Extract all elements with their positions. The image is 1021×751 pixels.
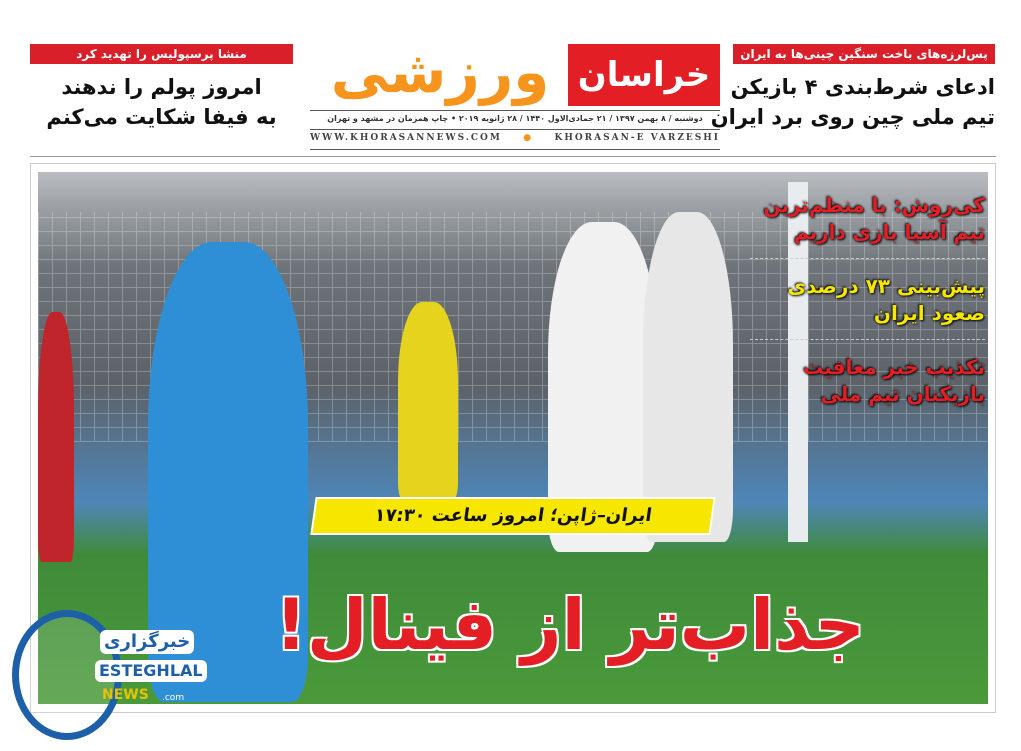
player-figure	[643, 212, 733, 542]
photo-headline-2-line-2: صعود ایران	[873, 301, 985, 325]
right-headline-line-1: ادعای شرط‌بندی ۴ بازیکن	[730, 75, 995, 99]
header-divider	[30, 156, 996, 157]
main-headline[interactable]: جذاب‌تر از فینال!	[274, 584, 865, 666]
watermark-news: NEWS	[102, 687, 149, 703]
left-headline-line-1: امروز پولم را ندهند	[61, 75, 262, 99]
player-figure	[38, 312, 74, 562]
divider	[310, 129, 720, 130]
photo-headline-3[interactable]	[750, 354, 985, 408]
left-kicker: منشا پرسپولیس را تهدید کرد	[30, 44, 293, 64]
photo-headline-3-line-1: تکذیب خبر معافیت	[803, 355, 985, 379]
match-time-banner: ایران–ژاپن؛ امروز ساعت ۱۷:۳۰	[310, 497, 715, 535]
name-latin: KHORASAN-E VARZESHI	[554, 133, 720, 143]
photo-headlines	[750, 192, 985, 408]
url-line	[310, 133, 720, 143]
photo-headline-2-line-1: پیش‌بینی ۷۳ درصدی	[787, 274, 985, 298]
logo-khorasan: خراسان	[568, 44, 720, 106]
logo-varzeshi: ورزشی	[330, 38, 550, 106]
divider	[310, 149, 720, 150]
photo-headline-1[interactable]	[750, 192, 985, 246]
right-kicker: پس‌لرزه‌های باخت سنگین چینی‌ها به ایران	[733, 44, 995, 64]
photo-headline-1-line-1: کی‌روش: با منظم‌ترین	[763, 193, 985, 217]
watermark-com: .com	[162, 693, 185, 703]
divider	[750, 339, 985, 340]
dateline: دوشنبه / ۸ بهمن ۱۳۹۷ / ۲۱ جمادی‌الاول ۱۴۴۰ / ۲۸ ژانویه ۲۰۱۹ • چاپ همزمان در مشهد و تهران	[327, 114, 703, 123]
divider	[310, 110, 720, 111]
watermark-fa: خبرگزاری	[100, 630, 194, 654]
right-headline-line-2: تیم ملی چین روی برد ایران	[710, 105, 995, 129]
photo-headline-1-line-2: تیم آسیا بازی داریم	[793, 220, 985, 244]
right-headline[interactable]	[710, 72, 995, 132]
photo-headline-2[interactable]	[750, 273, 985, 327]
watermark-en: ESTEGHLAL	[95, 660, 207, 682]
player-figure	[398, 302, 458, 502]
left-headline-line-2: به فیفا شکایت می‌کنم	[46, 105, 277, 129]
photo-headline-3-line-2: بازیکنان تیم ملی	[820, 382, 985, 406]
bullet-icon: ●	[523, 133, 534, 143]
website-link[interactable]: WWW.KHORASANNEWS.COM	[310, 133, 502, 143]
left-headline[interactable]	[30, 72, 293, 132]
divider	[750, 258, 985, 259]
